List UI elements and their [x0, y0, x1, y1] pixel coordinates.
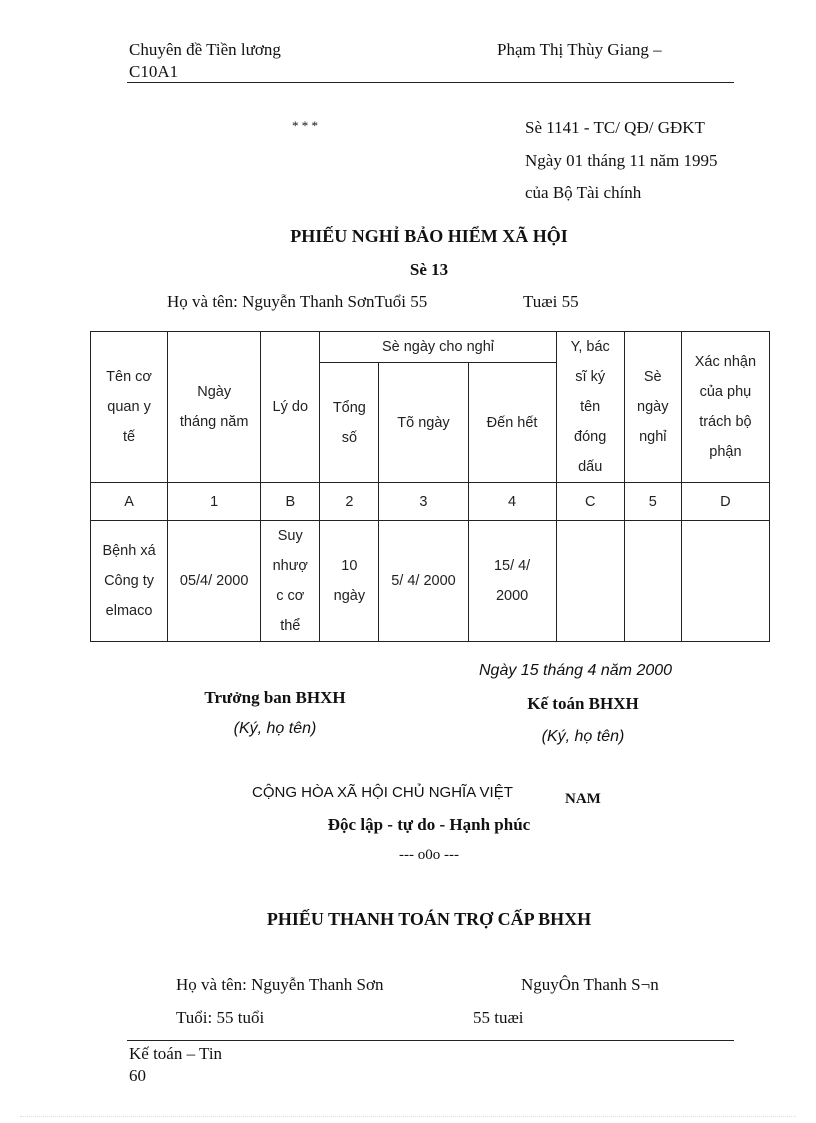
code-cell: 1 [168, 483, 261, 521]
stars: * * * [292, 118, 318, 133]
cell-days-off [624, 521, 681, 642]
code-cell: B [261, 483, 320, 521]
code-cell: 5 [624, 483, 681, 521]
cell-to: 15/ 4/ 2000 [468, 521, 556, 642]
leave-table [90, 331, 770, 642]
code-cell: 3 [379, 483, 468, 521]
code-cell: C [556, 483, 624, 521]
th-days-group: Sè ngày cho nghỉ [320, 332, 556, 363]
decision-date: Ngày 01 tháng 11 năm 1995 [525, 151, 718, 170]
form-title: PHIẾU NGHỈ BẢO HIỂM XÃ HỘI [290, 226, 568, 246]
payment-age: Tuổi: 55 tuổi [176, 1008, 265, 1027]
code-cell: D [681, 483, 769, 521]
cell-doctor [556, 521, 624, 642]
cell-from: 5/ 4/ 2000 [379, 521, 468, 642]
patient-name-line: Họ và tên: Nguyễn Thanh SơnTuổi 55 [167, 292, 428, 311]
sign-left-note: (Ký, họ tên) [233, 720, 317, 737]
code-cell: 4 [468, 483, 556, 521]
header-left-line2: C10A1 [129, 62, 179, 81]
payment-title: PHIẾU THANH TOÁN TRỢ CẤP BHXH [266, 909, 592, 929]
payment-name: Họ và tên: Nguyễn Thanh Sơn [176, 975, 384, 994]
sign-right-note: (Ký, họ tên) [541, 728, 625, 745]
code-cell: 2 [320, 483, 379, 521]
republic-motto: Độc lập - tự do - Hạnh phúc [327, 815, 531, 834]
code-cell: A [91, 483, 168, 521]
decision-issuer: của Bộ Tài chính [525, 183, 642, 202]
patient-age-dup: Tuæi 55 [523, 292, 579, 311]
sign-right-title: Kế toán BHXH [527, 694, 639, 713]
footer-rule [127, 1040, 734, 1041]
cell-total: 10 ngày [320, 521, 379, 642]
decision-number: Sè 1141 - TC/ QĐ/ GĐKT [525, 118, 705, 137]
th-facility: Tên cơ quan y tế [91, 332, 168, 483]
republic-name-tail: NAM [565, 791, 601, 807]
cell-confirm [681, 521, 769, 642]
page-bottom-dotted-line [20, 1116, 796, 1117]
header-right: Phạm Thị Thùy Giang – [497, 40, 662, 59]
th-to: Đến hết [468, 363, 556, 483]
th-days-off: Sè ngày nghỉ [624, 332, 681, 483]
footer-line1: Kế toán – Tin [129, 1044, 223, 1063]
header-left-line1: Chuyên đề Tiền lương [129, 40, 281, 59]
footer-page: 60 [129, 1066, 146, 1085]
republic-divider: --- o0o --- [399, 847, 459, 863]
cell-facility: Bệnh xá Công ty elmaco [91, 521, 168, 642]
th-doctor: Y, bác sĩ ký tên đóng dấu [556, 332, 624, 483]
th-reason: Lý do [261, 332, 320, 483]
cell-date: 05/4/ 2000 [168, 521, 261, 642]
header-rule [127, 82, 734, 83]
th-date: Ngày tháng năm [168, 332, 261, 483]
payment-age-dup: 55 tuæi [473, 1008, 524, 1027]
sign-left-title: Trưởng ban BHXH [204, 688, 346, 707]
form-number: Sè 13 [409, 260, 449, 279]
th-from: Tõ ngày [379, 363, 468, 483]
cell-reason: Suy nhượ c cơ thể [261, 521, 320, 642]
th-confirm: Xác nhận của phụ trách bộ phận [681, 332, 769, 483]
payment-name-dup: NguyÔn Thanh S¬n [521, 975, 659, 994]
th-total: Tổng số [320, 363, 379, 483]
sign-date: Ngày 15 tháng 4 năm 2000 [479, 662, 673, 679]
republic-name: CỘNG HÒA XÃ HỘI CHỦ NGHĨA VIỆT [252, 784, 513, 801]
